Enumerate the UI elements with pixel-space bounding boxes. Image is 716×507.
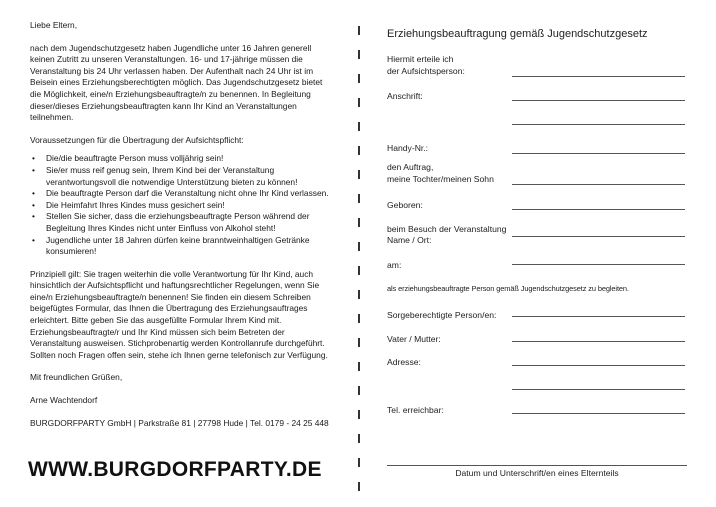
field-line-aufsichtsperson[interactable] xyxy=(512,76,685,77)
divider-dash xyxy=(358,98,360,107)
prerequisites-heading: Voraussetzungen für die Übertragung der Aufsichtspflicht: xyxy=(30,134,244,145)
list-item: • Die/die beauftragte Person muss volljährig sein! xyxy=(30,153,330,165)
letter-principle: Prinzipiell gilt: Sie tragen weiterhin die volle Verantwortung für Ihr Kind, auch hinsichtlich der Aufsichtspflicht und haftungsrechtlicher Regelungen, wenn Sie eine/n Erziehungsbeauftragte/n benennen! Sie finden ein diesem Schreiben beigefügtes Formular, das Ihnen die Übertragung des Erziehungsauftrages erleichtert. Bitte geben Sie das ausgefüllte Formular Ihrem Kind mit. Erziehungsbeauftragte/r und Ihr Kind müssen sich beim Betreten der Veranstaltung ausweisen. Stichprobenartig werden Kontrollanrufe durchgeführt. Sollten noch Fragen offen sein, stehe ich Ihnen gerne telefonisch zur Verfügung. xyxy=(30,268,328,360)
label-anschrift: Anschrift: xyxy=(387,91,423,101)
signature-line[interactable] xyxy=(387,465,687,466)
divider-dash xyxy=(358,218,360,227)
field-line-handy[interactable] xyxy=(512,153,685,154)
divider-dash xyxy=(358,242,360,251)
divider-dash xyxy=(358,362,360,371)
parent-letter xyxy=(30,20,330,429)
field-line-anschrift-2[interactable] xyxy=(512,124,685,125)
letter-signer: Arne Wachtendorf xyxy=(30,395,98,406)
cut-divider xyxy=(357,26,361,496)
field-line-kind[interactable] xyxy=(512,184,685,185)
divider-dash xyxy=(358,410,360,419)
divider-dash xyxy=(358,122,360,131)
company-footer: BURGDORFPARTY GmbH | Parkstraße 81 | 27798 Hude | Tel. 0179 - 24 25 448 xyxy=(30,417,329,428)
divider-dash xyxy=(358,146,360,155)
divider-dash xyxy=(358,194,360,203)
divider-dash xyxy=(358,290,360,299)
list-item: • Die beauftragte Person darf die Veranstaltung nicht ohne Ihr Kind verlassen. xyxy=(30,188,330,200)
signature-caption: Datum und Unterschrift/en eines Elternteils xyxy=(455,468,619,478)
field-line-veranstaltung[interactable] xyxy=(512,236,685,237)
consent-text: als erziehungsbeauftragte Person gemäß Jugendschutzgesetz zu begleiten. xyxy=(387,284,629,293)
list-item: • Jugendliche unter 18 Jahren dürfen keine branntweinhaltigen Getränke konsumieren! xyxy=(30,235,330,258)
divider-dash xyxy=(358,434,360,443)
letter-closing: Mit freundlichen Grüßen, xyxy=(30,372,123,383)
label-auftrag-2: meine Tochter/meinen Sohn xyxy=(387,174,494,184)
label-auftrag-1: den Auftrag, xyxy=(387,162,434,172)
field-line-adresse-2[interactable] xyxy=(512,389,685,390)
list-item: • Sie/er muss reif genug sein, Ihrem Kind bei der Veranstaltung verantwortungsvoll die notwendige Unterstützung bieten zu können! xyxy=(30,165,330,188)
form-title: Erziehungsbeauftragung gemäß Jugendschutzgesetz xyxy=(387,28,648,40)
label-adresse: Adresse: xyxy=(387,357,421,367)
divider-dash xyxy=(358,266,360,275)
divider-dash xyxy=(358,74,360,83)
label-aufsicht-2: der Aufsichtsperson: xyxy=(387,66,465,76)
divider-dash xyxy=(358,50,360,59)
label-tel: Tel. erreichbar: xyxy=(387,405,444,415)
divider-dash xyxy=(358,26,360,35)
letter-intro: nach dem Jugendschutzgesetz haben Jugendliche unter 16 Jahren generell keinen Zutritt zu unseren Veranstaltungen. 16- und 17-jährige müssen die Veranstaltung bis 24 Uhr verlassen haben. Der Aufenthalt nach 24 Uhr ist im Beisein eines Erziehungsberechtigten möglich. Das Jugendschutzgesetz bietet die Möglichkeit, eine/n Erziehungsbeauftragte/n zu benennen. In Begleitung dieser/dieses Erziehungsbeauftragten kann Ihr Kind an Veranstaltungen teilnehmen. xyxy=(30,42,323,123)
label-vater-mutter: Vater / Mutter: xyxy=(387,334,441,344)
divider-dash xyxy=(358,170,360,179)
letter-salutation: Liebe Eltern, xyxy=(30,20,78,30)
label-am: am: xyxy=(387,260,402,270)
label-geboren: Geboren: xyxy=(387,200,423,210)
website-url: WWW.BURGDORFPARTY.DE xyxy=(28,458,322,481)
field-line-vater-mutter[interactable] xyxy=(512,341,685,342)
field-line-tel[interactable] xyxy=(512,413,685,414)
divider-dash xyxy=(358,386,360,395)
list-item: • Die Heimfahrt Ihres Kindes muss gesichert sein! xyxy=(30,200,330,212)
label-besuch-2: Name / Ort: xyxy=(387,235,432,245)
label-sorgeberechtigte: Sorgeberechtigte Person/en: xyxy=(387,310,497,320)
field-line-datum[interactable] xyxy=(512,264,685,265)
divider-dash xyxy=(358,338,360,347)
list-item: • Stellen Sie sicher, dass die erziehungsbeauftragte Person während der Begleitung Ihres Kindes nicht unter Einfluss von Alkohol steht! xyxy=(30,211,330,234)
prerequisites-list xyxy=(30,153,330,257)
field-line-adresse-1[interactable] xyxy=(512,365,685,366)
field-line-sorgeberechtigte[interactable] xyxy=(512,316,685,317)
label-handy: Handy-Nr.: xyxy=(387,143,429,153)
field-line-geboren[interactable] xyxy=(512,209,685,210)
field-line-anschrift-1[interactable] xyxy=(512,100,685,101)
divider-dash xyxy=(358,314,360,323)
label-besuch-1: beim Besuch der Veranstaltung xyxy=(387,224,507,234)
divider-dash xyxy=(358,458,360,467)
divider-dash xyxy=(358,482,360,491)
label-aufsicht-1: Hiermit erteile ich xyxy=(387,54,454,64)
